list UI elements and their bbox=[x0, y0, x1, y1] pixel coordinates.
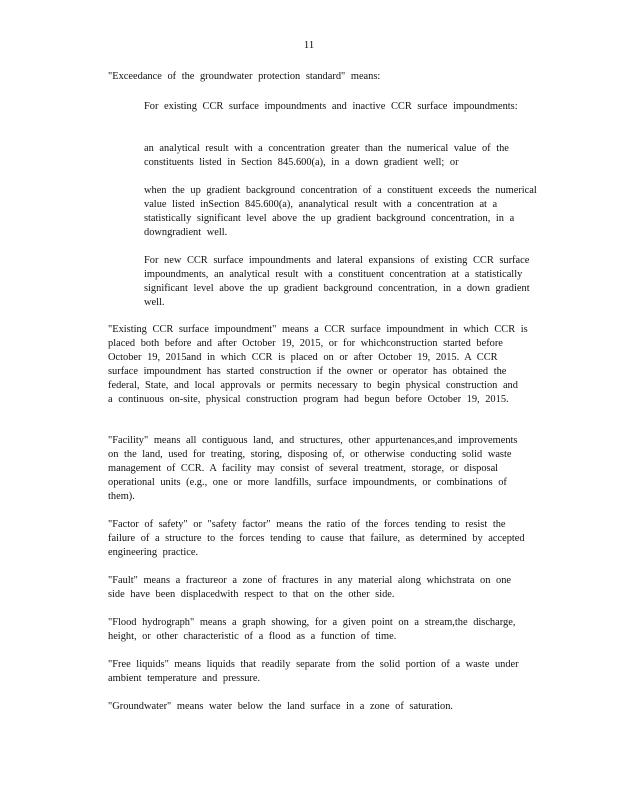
definition-groundwater: "Groundwater" means water below the land surface in a zone of saturation. bbox=[108, 701, 454, 712]
definition-existing-ccr: "Existing CCR surface impoundment" means a CCR surface impoundment in which CCR is placed both before and after October 19, 2015, or for whichconstruction started before October 19, 2015and in which CCR is placed on or after October 19, 2015. A CCR surface impoundment has started construction if the owner or operator has obtained the federal, State, and local approvals or permits necessary to begin physical construction and a continuous on-site, physical construction program had begun before October 19, 2015. bbox=[108, 324, 528, 405]
definition-factor-of-safety: "Factor of safety" or "safety factor" means the ratio of the forces tending to resist the failure of a structure to the forces tending to cause that failure, as determined by accepted engineering practice. bbox=[108, 519, 525, 558]
definition-exceedance-item-2: when the up gradient background concentration of a constituent exceeds the numerical value listed inSection 845.600(a), ananalytical result with a concentration at a statistically significant level above the up gradient background concentration, in a downgradient well. bbox=[144, 185, 537, 238]
definition-fault: "Fault" means a fractureor a zone of fractures in any material along whichstrata on one side have been displacedwith respect to that on the other side. bbox=[108, 575, 512, 600]
definition-exceedance-item-1: an analytical result with a concentration greater than the numerical value of the constituents listed in Section 845.600(a), in a down gradient well; or bbox=[144, 143, 509, 168]
definition-exceedance: "Exceedance of the groundwater protection standard" means: bbox=[108, 71, 381, 82]
definition-flood-hydrograph: "Flood hydrograph" means a graph showing, for a given point on a stream,the discharge, height, or other characteristic of a flood as a function of time. bbox=[108, 617, 516, 642]
definition-free-liquids: "Free liquids" means liquids that readily separate from the solid portion of a waste under ambient temperature and pressure. bbox=[108, 659, 519, 684]
definition-facility: "Facility" means all contiguous land, and structures, other appurtenances,and improvements on the land, used for treating, storing, disposing of, or otherwise conducting solid waste management of CCR. A facility may consist of several treatment, storage, or disposal operational units (e.g., one or more landfills, surface impoundments, or combinations of them). bbox=[108, 435, 518, 502]
page-number: 11 bbox=[303, 39, 315, 51]
definition-exceedance-new: For new CCR surface impoundments and lateral expansions of existing CCR surface impoundments, an analytical result with a constituent concentration at a statistically significant level above the up gradient background concentration, in a down gradient well. bbox=[144, 255, 530, 308]
definition-exceedance-existing: For existing CCR surface impoundments and inactive CCR surface impoundments: bbox=[144, 101, 518, 112]
